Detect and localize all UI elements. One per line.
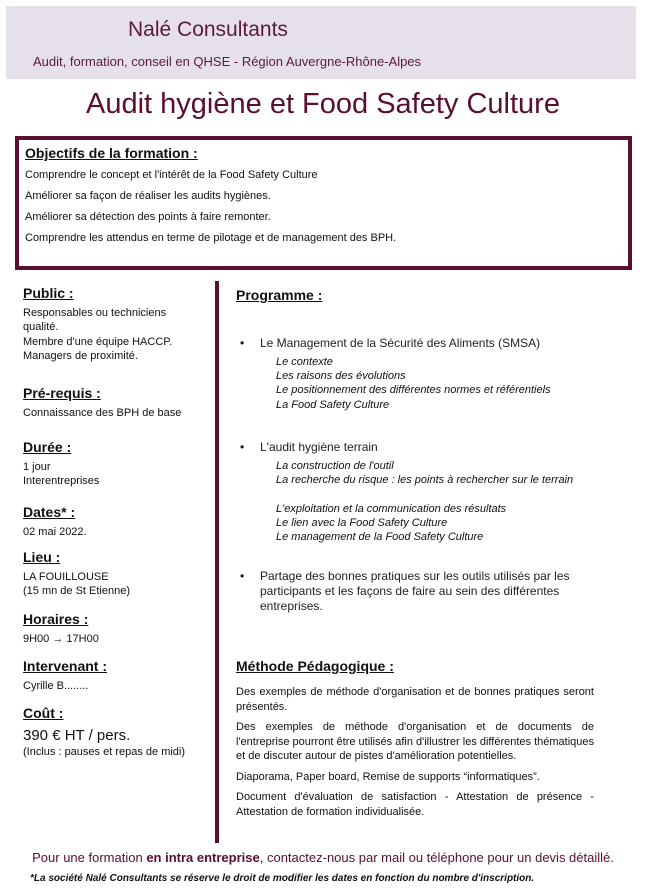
- lieu-line: (15 mn de St Etienne): [23, 585, 131, 597]
- programme-item: Le positionnement des différentes normes et référentiels: [276, 384, 551, 396]
- public-heading: Public :: [23, 285, 74, 301]
- dates-text: 02 mai 2022.: [23, 525, 87, 538]
- price-note: (Inclus : pauses et repas de midi): [23, 745, 186, 758]
- horaires-heading: Horaires :: [23, 611, 89, 627]
- page-title: Audit hygiène et Food Safety Culture: [86, 88, 560, 120]
- company-tagline: Audit, formation, conseil en QHSE - Région Auvergne-Rhône-Alpes: [33, 54, 422, 69]
- programme-item: Le contexte: [276, 356, 333, 368]
- public-line: Responsables ou techniciens qualité.: [23, 306, 167, 333]
- programme-item: Les raisons des évolutions: [276, 370, 406, 382]
- programme-section-title: L'audit hygiène terrain: [260, 440, 378, 454]
- duree-line: 1 jour: [23, 460, 51, 473]
- header-banner: [6, 6, 636, 79]
- programme-item: La recherche du risque : les points à rechercher sur le terrain: [276, 474, 574, 486]
- methode-paragraph: Des exemples de méthode d'organisation et de documents de l'entreprise pourront être utilisés afin d'illustrer les différentes thématiques et de discuter autour de pistes d'amélioration potentielles.: [236, 721, 595, 762]
- objectives-box: [15, 136, 632, 270]
- objective-item: Améliorer sa détection des points à faire remonter.: [25, 211, 271, 223]
- contact-text-post: , contactez-nous par mail ou téléphone pour un devis détaillé.: [259, 850, 614, 865]
- methode-paragraph: Document d'évaluation de satisfaction - Attestation de présence - Attestation de formation individualisée.: [236, 791, 594, 818]
- objectives-heading: Objectifs de la formation :: [25, 145, 198, 161]
- cout-section: [23, 706, 185, 759]
- cout-heading: Coût :: [23, 705, 64, 721]
- programme-item: Le management de la Food Safety Culture: [276, 531, 484, 543]
- intervenant-section: [23, 659, 107, 693]
- programme-item: La Food Safety Culture: [276, 399, 390, 411]
- methode-paragraphs: [236, 685, 594, 825]
- programme-item: Le lien avec la Food Safety Culture: [276, 517, 448, 529]
- objective-item: Comprendre les attendus en terme de pilotage et de management des BPH.: [25, 232, 397, 244]
- programme-item: L'exploitation et la communication des résultats: [276, 503, 507, 515]
- methode-paragraph: Diaporama, Paper board, Remise de supports “informatiques”.: [236, 770, 540, 783]
- lieu-line: LA FOUILLOUSE: [23, 570, 109, 583]
- objectives-list: [25, 169, 396, 253]
- prerequis-text: Connaissance des BPH de base: [23, 406, 182, 419]
- bullet-icon: •: [240, 569, 245, 583]
- objective-item: Comprendre le concept et l'intérêt de la Food Safety Culture: [25, 169, 318, 181]
- contact-text-pre: Pour une formation: [32, 850, 147, 865]
- duree-section: [23, 440, 99, 489]
- horaires-section: [23, 612, 99, 646]
- dates-section: [23, 505, 87, 539]
- intervenant-heading: Intervenant :: [23, 658, 108, 674]
- methode-paragraph: Des exemples de méthode d'organisation et de bonnes pratiques seront présentés.: [236, 686, 594, 713]
- programme-item: La construction de l'outil: [276, 460, 394, 472]
- prerequis-heading: Pré-requis :: [23, 385, 101, 401]
- objective-item: Améliorer sa façon de réaliser les audits hygiènes.: [25, 190, 271, 202]
- duree-line: Interentreprises: [23, 475, 100, 487]
- bullet-icon: •: [240, 336, 245, 350]
- price: 390 € HT / pers.: [23, 726, 131, 744]
- column-divider: [215, 281, 219, 843]
- public-section: [23, 286, 188, 364]
- contact-text-bold: en intra entreprise: [146, 850, 260, 865]
- lieu-heading: Lieu :: [23, 549, 61, 565]
- disclaimer: *La société Nalé Consultants se réserve le droit de modifier les dates en fonction du nombre d'inscription.: [30, 873, 535, 884]
- prerequis-section: [23, 386, 181, 420]
- programme-heading: Programme :: [236, 287, 323, 303]
- duree-heading: Durée :: [23, 439, 72, 455]
- programme-section-title: Le Management de la Sécurité des Aliments (SMSA): [260, 336, 541, 350]
- bullet-icon: •: [240, 440, 245, 454]
- public-line: Membre d'une équipe HACCP.: [23, 335, 173, 348]
- dates-heading: Dates* :: [23, 504, 76, 520]
- company-name: Nalé Consultants: [128, 18, 288, 41]
- intervenant-text: Cyrille B........: [23, 679, 89, 692]
- programme-section-title: Partage des bonnes pratiques sur les outils utilisés par les participants et les façons de faire au sein des différentes entreprises.: [260, 569, 570, 613]
- lieu-section: [23, 550, 130, 599]
- methode-heading: Méthode Pédagogique :: [236, 658, 394, 674]
- contact-line: [0, 850, 646, 865]
- horaires-text: 9H00 → 17H00: [23, 632, 99, 645]
- public-line: Managers de proximité.: [23, 350, 138, 362]
